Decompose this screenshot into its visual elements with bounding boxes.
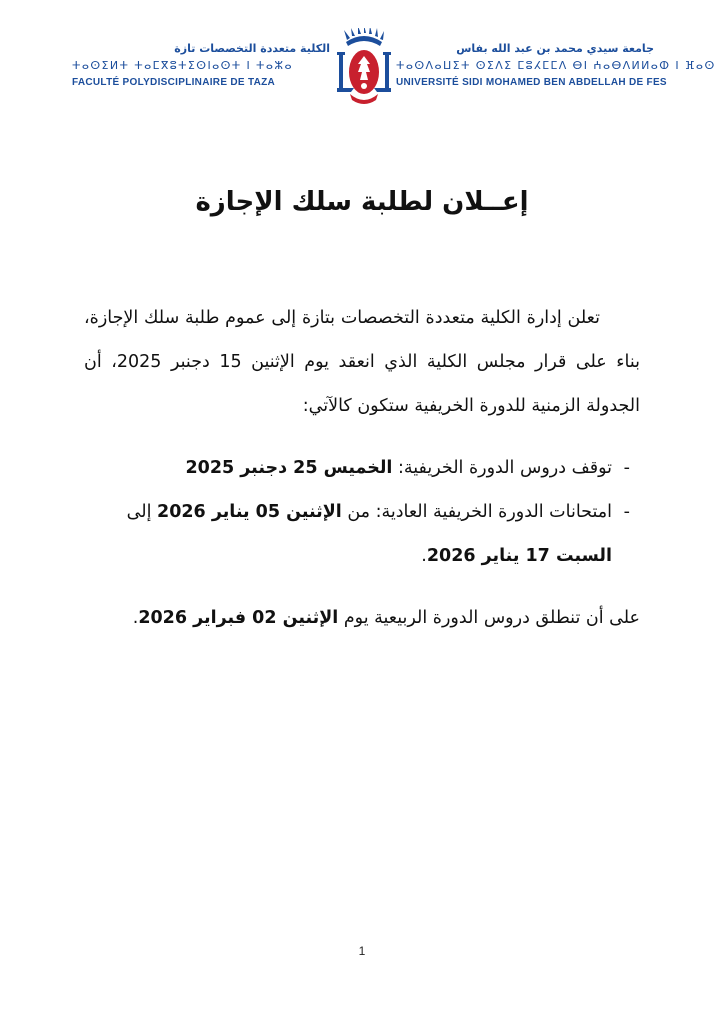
date-range-connector: إلى [126, 502, 158, 522]
exam-end-date: السبت 17 يناير 2026 [426, 546, 612, 566]
intro-paragraph [84, 296, 640, 428]
schedule-item-label: امتحانات الدورة الخريفية العادية: من [341, 502, 612, 522]
page-number: 1 [358, 944, 366, 958]
faculty-name-french: FACULTÉ POLYDISCIPLINAIRE DE TAZA [72, 77, 276, 88]
university-name-arabic: جامعة سيدي محمد بن عبد الله بفاس [456, 42, 654, 55]
university-name-tifinagh: ⵜⴰⵙⴷⴰⵡⵉⵜ ⵙⵉⴷⵉ ⵎⵓⵃⵎⵎⴷ ⴱⵏ ⵄⴰⴱⴷⵍⵍⴰⵀ ⵏ ⴼⴰⵙ [396, 59, 716, 72]
university-emblem-icon [334, 28, 394, 106]
faculty-name-arabic: الكلية متعددة التخصصات تازة [174, 42, 330, 55]
university-name-french: UNIVERSITÉ SIDI MOHAMED BEN ABDELLAH DE FES [396, 77, 667, 88]
faculty-block [72, 42, 330, 90]
faculty-name-tifinagh: ⵜⴰⵙⵉⵍⵜ ⵜⴰⵎⴳⵓⵜⵉⵙⵏⴰⵙⵜ ⵏ ⵜⴰⵣⴰ [72, 59, 293, 72]
exam-start-date: الإثنين 05 يناير 2026 [157, 502, 342, 522]
closing-text: على أن تنطلق دروس الدورة الربيعية يوم [338, 608, 640, 628]
schedule-item-date: الخميس 25 دجنبر 2025 [185, 458, 393, 478]
closing-paragraph [84, 596, 640, 640]
end-punctuation: . [421, 546, 427, 566]
spring-start-date: الإثنين 02 فبراير 2026 [138, 608, 339, 628]
list-item [84, 490, 640, 578]
letterhead [72, 28, 716, 108]
schedule-list [84, 446, 640, 578]
intro-text: تعلن إدارة الكلية متعددة التخصصات بتازة إلى عموم طلبة سلك الإجازة، بناء على قرار مجلس الكلية الذي انعقد يوم الإثنين 15 دجنبر 2025، أن الجدولة الزمنية للدورة الخريفية ستكون كالآتي: [84, 308, 640, 416]
list-item [84, 446, 640, 490]
university-block [396, 42, 716, 90]
list-bullet: - [623, 502, 630, 522]
announcement-title: إعــلان لطلبة سلك الإجازة [195, 187, 529, 217]
closing-punctuation: . [132, 608, 139, 628]
list-bullet: - [623, 458, 630, 478]
schedule-item-label: توقف دروس الدورة الخريفية: [392, 458, 612, 478]
